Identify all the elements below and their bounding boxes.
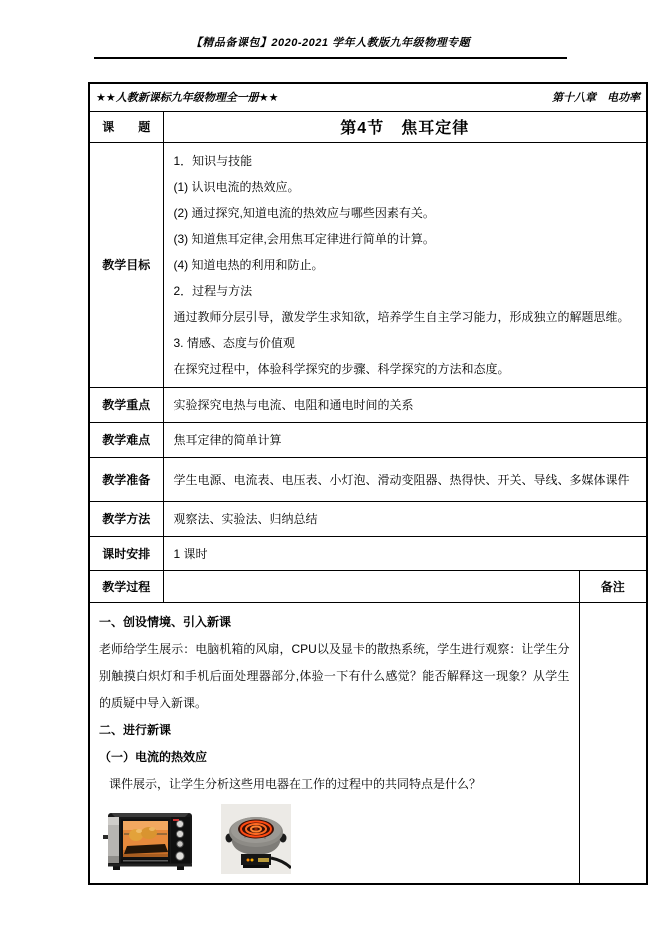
objective-line: (4) 知道电热的利用和防止。 [173, 257, 324, 272]
row-label-periods: 课时安排 [89, 536, 163, 570]
content-paragraph-courseware: 课件展示，让学生分析这些用电器在工作的过程中的共同特点是什么？ [109, 776, 482, 791]
electric-stove-image [221, 804, 291, 874]
objectives-cell [163, 142, 647, 387]
objective-line: (3) 知道焦耳定律,会用焦耳定律进行简单的计算。 [173, 231, 435, 246]
row-label-difficulties: 教学难点 [89, 422, 163, 457]
objective-line: 2．过程与方法 [173, 283, 253, 298]
content-heading-heat-effect: （一）电流的热效应 [99, 749, 208, 764]
row-label-topic: 课 题 [89, 111, 163, 142]
page-header: 【精品备课包】2020-2021 学年人教版九年级物理专题 [94, 34, 567, 59]
key-points-value: 实验探究电热与电流、电阻和通电时间的关系 [163, 387, 647, 422]
objective-line: 1．知识与技能 [173, 153, 253, 168]
objective-line: (2) 通过探究,知道电流的热效应与哪些因素有关。 [173, 205, 435, 220]
note-column-body [579, 602, 647, 884]
electric-stove-photo [221, 804, 291, 877]
row-label-process: 教学过程 [89, 570, 163, 602]
lesson-plan-table [88, 82, 648, 885]
difficulties-value: 焦耳定律的简单计算 [163, 422, 647, 457]
process-content-cell [89, 602, 579, 884]
objective-line: 3. 情感、态度与价值观 [173, 335, 295, 350]
toaster-oven-image [103, 808, 197, 874]
methods-value: 观察法、实验法、归纳总结 [163, 501, 647, 536]
row-label-methods: 教学方法 [89, 501, 163, 536]
lesson-title: 第4节 焦耳定律 [163, 111, 647, 142]
banner-left-text: ★★人教新课标九年级物理全一册★★ [96, 92, 279, 105]
process-header-spacer [163, 570, 579, 602]
banner-row [89, 83, 647, 111]
periods-value: 1 课时 [163, 536, 647, 570]
row-label-objectives: 教学目标 [89, 142, 163, 387]
row-label-preparation: 教学准备 [89, 457, 163, 501]
appliance-photos [103, 804, 570, 877]
content-paragraph-intro: 老师给学生展示：电脑机箱的风扇，CPU以及显卡的散热系统，学生进行观察：让学生分别触摸白炽灯和手机后面处理器部分,体验一下有什么感觉？能否解释这一现象？从学生的质疑中导入新课。 [99, 641, 570, 710]
note-column-header: 备注 [579, 570, 647, 602]
objective-line: 在探究过程中，体验科学探究的步骤、科学探究的方法和态度。 [173, 361, 510, 376]
row-label-key-points: 教学重点 [89, 387, 163, 422]
objective-line: 通过教师分层引导，激发学生求知欲，培养学生自主学习能力，形成独立的解题思维。 [173, 309, 630, 324]
toaster-oven-photo [103, 808, 197, 877]
content-heading-intro: 一、创设情境、引入新课 [99, 614, 232, 629]
content-heading-new-lesson: 二、进行新课 [99, 722, 172, 737]
banner-right-text: 第十八章 电功率 [552, 92, 641, 105]
preparation-value: 学生电源、电流表、电压表、小灯泡、滑动变阻器、热得快、开关、导线、多媒体课件 [163, 457, 647, 501]
objective-line: (1) 认识电流的热效应。 [173, 179, 300, 194]
